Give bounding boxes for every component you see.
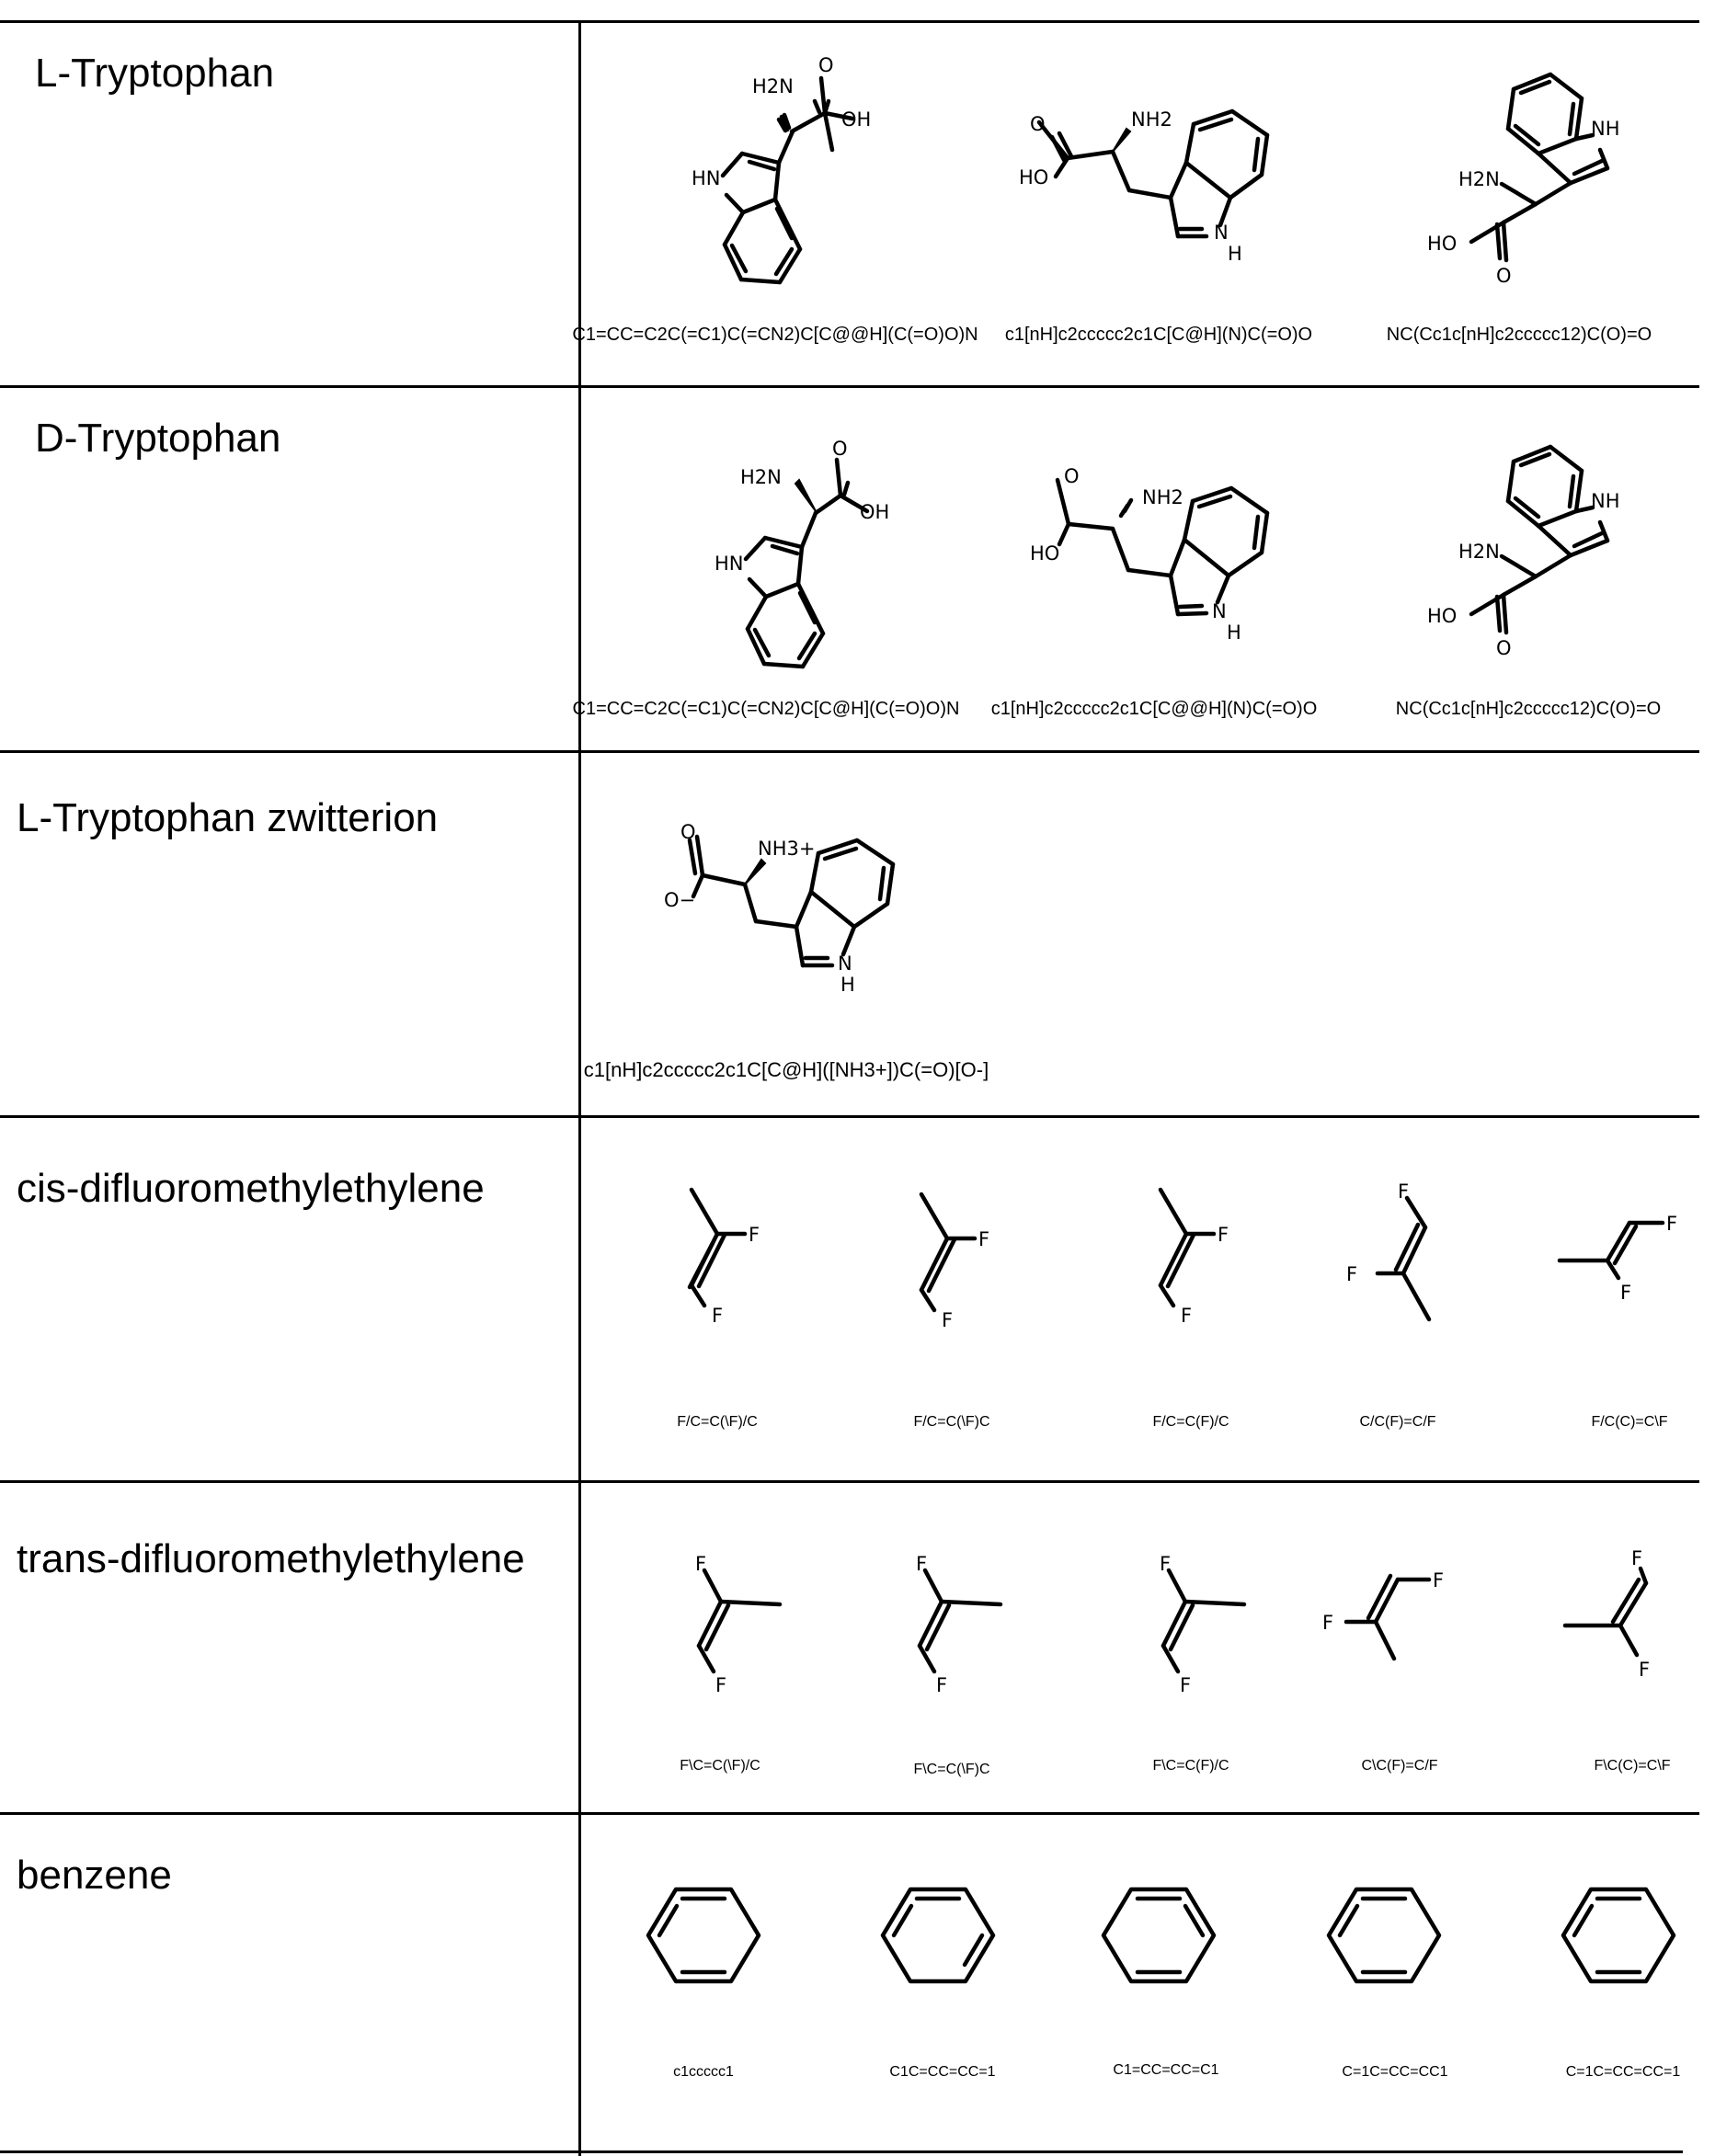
smiles-label: F/C=C(F)/C xyxy=(1152,1414,1229,1430)
smiles-label: C1=CC=CC=C1 xyxy=(1113,2062,1219,2078)
benzene-ring xyxy=(1099,1876,1218,1995)
row-label-benzene: benzene xyxy=(17,1853,172,1898)
smiles-label: F\C=C(\F)/C xyxy=(680,1758,760,1774)
atom-label: N xyxy=(838,953,852,975)
molecule-structure xyxy=(901,1545,1030,1710)
atom-label: F xyxy=(1620,1282,1632,1304)
smiles-label: F/C(C)=C\F xyxy=(1591,1414,1668,1430)
atom-label: NH2 xyxy=(1131,108,1172,131)
atom-label: H2N xyxy=(752,75,794,97)
atom-label: F xyxy=(1639,1659,1651,1681)
smiles-label: c1[nH]c2ccccc2c1C[C@H](N)C(=O)O xyxy=(1004,325,1313,345)
atom-label: F xyxy=(712,1305,724,1327)
atom-label: F xyxy=(695,1553,707,1575)
smiles-label: NC(Cc1c[nH]c2ccccc12)C(O)=O xyxy=(1386,325,1652,345)
row-divider xyxy=(0,750,1699,753)
smiles-label: C/C(F)=C/F xyxy=(1359,1414,1436,1430)
benzene-ring xyxy=(644,1876,763,1995)
row-divider xyxy=(0,385,1699,388)
smiles-label: F\C(C)=C\F xyxy=(1594,1758,1671,1774)
atom-label: F xyxy=(1160,1553,1172,1575)
table-top-border xyxy=(0,20,1699,23)
smiles-label: F\C=C(F)/C xyxy=(1152,1758,1229,1774)
row-label-l-tryptophan: L-Tryptophan xyxy=(35,51,275,96)
atom-label: O xyxy=(832,438,848,460)
atom-label: F xyxy=(978,1228,990,1250)
atom-label: NH2 xyxy=(1142,486,1183,508)
molecule-structure xyxy=(680,1545,809,1710)
atom-label: O xyxy=(1496,637,1512,659)
atom-label: HN xyxy=(692,167,721,189)
atom-label: O xyxy=(1064,465,1080,487)
atom-label: H xyxy=(840,974,855,996)
atom-label: H xyxy=(1227,622,1241,644)
atom-label: OH xyxy=(860,501,890,523)
atom-label: O xyxy=(1030,113,1046,135)
molecule-structure xyxy=(657,423,952,680)
atom-label: F xyxy=(1181,1305,1193,1327)
atom-label: F xyxy=(1398,1181,1410,1203)
atom-label: HO xyxy=(1019,166,1049,188)
atom-label: HN xyxy=(715,553,744,575)
atom-label: O− xyxy=(664,889,696,911)
benzene-ring xyxy=(1324,1876,1444,1995)
atom-label: HO xyxy=(1427,605,1458,627)
molecule-structure xyxy=(1407,423,1701,662)
atom-label: F xyxy=(936,1674,948,1696)
smiles-label: C1=CC=C2C(=C1)C(=CN2)C[C@@H](C(=O)O)N xyxy=(572,325,978,345)
row-label-cis-difluoromethylethylene: cis-difluoromethylethylene xyxy=(17,1166,485,1211)
atom-label: HO xyxy=(1427,233,1458,255)
atom-label: N xyxy=(1214,222,1229,244)
smiles-label: C=1C=CC=CC1 xyxy=(1342,2064,1448,2080)
atom-label: H2N xyxy=(740,466,782,488)
atom-label: O xyxy=(818,54,834,76)
row-divider xyxy=(0,1480,1699,1483)
smiles-label: c1[nH]c2ccccc2c1C[C@H]([NH3+])C(=O)[O-] xyxy=(583,1058,989,1081)
molecule-structure xyxy=(1145,1545,1274,1710)
molecule-structure xyxy=(901,1181,1030,1347)
molecule-structure xyxy=(1407,51,1701,290)
molecule-structure xyxy=(1021,460,1315,662)
atom-label: H2N xyxy=(1458,541,1500,563)
smiles-label: C1C=CC=CC=1 xyxy=(889,2064,996,2080)
molecule-structure xyxy=(1554,1535,1701,1701)
row-label-trans-difluoromethylethylene: trans-difluoromethylethylene xyxy=(17,1536,525,1581)
smiles-label: F/C=C(\F)/C xyxy=(677,1414,758,1430)
molecule-structure xyxy=(653,809,947,1011)
smiles-label: F/C=C(\F)C xyxy=(913,1414,990,1430)
atom-label: N xyxy=(1212,600,1227,622)
atom-label: F xyxy=(1322,1612,1334,1634)
smiles-label: c1ccccc1 xyxy=(673,2064,734,2080)
smiles-label: C1=CC=C2C(=C1)C(=CN2)C[C@H](C(=O)O)N xyxy=(572,699,960,719)
atom-label: F xyxy=(715,1674,727,1696)
atom-label: F xyxy=(1666,1213,1678,1235)
molecule-structure xyxy=(1140,1177,1269,1342)
atom-label: F xyxy=(749,1224,760,1246)
molecule-structure xyxy=(635,41,929,299)
atom-label: F xyxy=(1631,1547,1643,1569)
atom-label: F xyxy=(1433,1569,1445,1591)
atom-label: NH xyxy=(1591,118,1620,140)
smiles-label: F\C=C(\F)C xyxy=(913,1762,990,1777)
row-divider xyxy=(0,1812,1699,1815)
row-label-l-tryptophan-zwitterion: L-Tryptophan zwitterion xyxy=(17,795,439,840)
atom-label: NH3+ xyxy=(758,838,816,860)
smiles-label: c1[nH]c2ccccc2c1C[C@@H](N)C(=O)O xyxy=(990,699,1318,719)
atom-label: O xyxy=(1496,265,1512,287)
benzene-ring xyxy=(1559,1876,1678,1995)
smiles-label: C\C(F)=C/F xyxy=(1361,1758,1438,1774)
molecule-structure xyxy=(1306,1554,1462,1692)
atom-label: F xyxy=(942,1309,954,1331)
smiles-label: C=1C=CC=CC=1 xyxy=(1565,2064,1681,2080)
atom-label: F xyxy=(1346,1263,1358,1285)
atom-label: H xyxy=(1228,243,1242,265)
row-divider xyxy=(0,1115,1699,1118)
atom-label: O xyxy=(680,821,696,843)
molecule-structure xyxy=(1545,1195,1701,1324)
atom-label: OH xyxy=(841,108,872,131)
molecule-structure xyxy=(671,1177,800,1342)
atom-label: F xyxy=(1180,1674,1192,1696)
smiles-label: NC(Cc1c[nH]c2ccccc12)C(O)=O xyxy=(1395,699,1662,719)
molecule-structure xyxy=(1333,1172,1462,1338)
table-bottom-border xyxy=(0,2150,1683,2153)
atom-label: F xyxy=(1218,1224,1229,1246)
row-label-d-tryptophan: D-Tryptophan xyxy=(35,416,281,461)
atom-label: NH xyxy=(1591,490,1620,512)
atom-label: F xyxy=(916,1553,928,1575)
benzene-ring xyxy=(878,1876,998,1995)
atom-label: H2N xyxy=(1458,168,1500,190)
atom-label: HO xyxy=(1030,542,1060,565)
molecule-structure xyxy=(1012,78,1306,280)
